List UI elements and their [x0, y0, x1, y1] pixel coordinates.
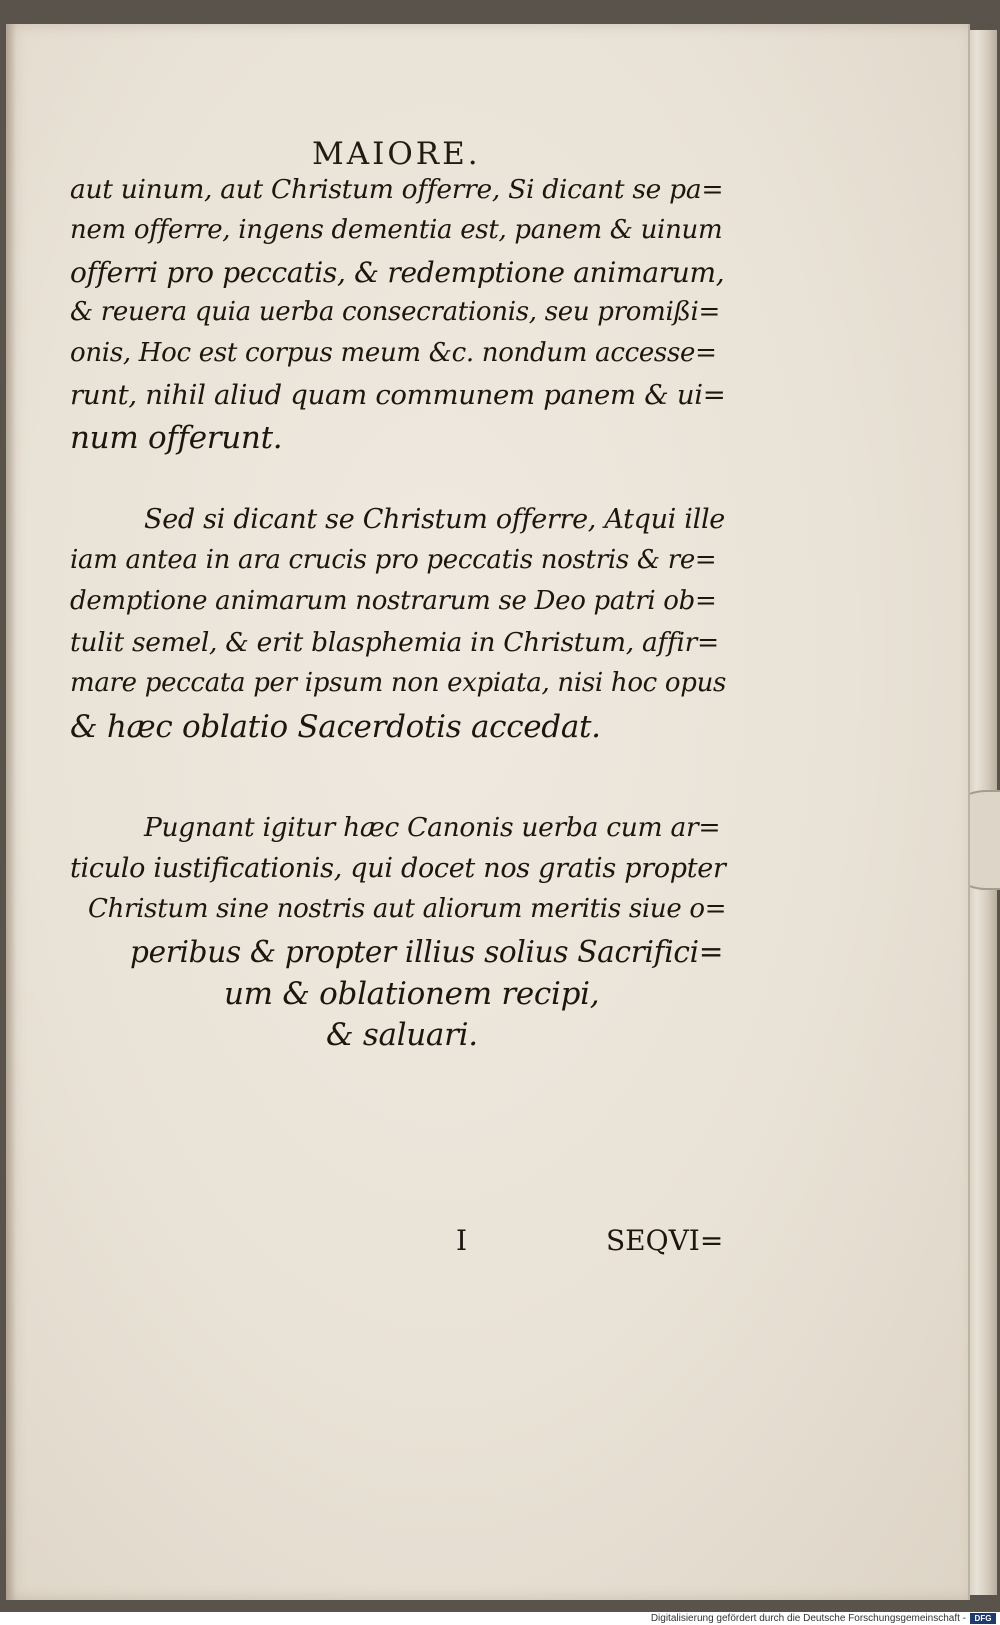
text-line: nem offerre, ingens dementia est, panem & uinum [70, 215, 723, 245]
footer-bar [0, 1612, 1000, 1625]
text-block [6, 24, 968, 1600]
text-line: iam antea in ara crucis pro peccatis nostris & re= [70, 545, 717, 575]
text-line: Sed si dicant se Christum offerre, Atqui ille [144, 504, 725, 535]
text-line: mare peccata per ipsum non expiata, nisi hoc opus [70, 668, 727, 698]
running-head: MAIORE. [312, 136, 481, 172]
text-line: aut uinum, aut Christum offerre, Si dicant se pa= [70, 174, 724, 205]
text-line: ticulo iustificationis, qui docet nos gratis propter [70, 853, 726, 884]
footer-credit: Digitalisierung gefördert durch die Deutsche Forschungsgemeinschaft - [650, 1613, 966, 1624]
text-line: peribus & propter illius solius Sacrifici= [130, 935, 724, 969]
text-line: offerri pro peccatis, & redemptione animarum, [70, 256, 725, 289]
text-line: tulit semel, & erit blasphemia in Christum, affir= [70, 627, 719, 658]
text-line: um & oblationem recipi, [224, 976, 600, 1012]
text-line: & hæc oblatio Sacerdotis accedat. [70, 709, 601, 745]
catchword: SEQVI= [606, 1224, 724, 1257]
text-line: & reuera quia uerba consecrationis, seu promißi= [70, 297, 721, 327]
text-line: Christum sine nostris aut aliorum meritis siue o= [88, 894, 727, 924]
text-line: num offerunt. [70, 420, 283, 456]
book-page [6, 24, 970, 1600]
signature-mark: I [456, 1224, 468, 1257]
text-line: & saluari. [326, 1017, 478, 1053]
text-line: Pugnant igitur hæc Canonis uerba cum ar= [144, 812, 721, 843]
dfg-logo: DFG [970, 1613, 996, 1624]
text-line: demptione animarum nostrarum se Deo patri ob= [70, 586, 717, 616]
text-line: runt, nihil aliud quam communem panem & ui= [70, 379, 726, 411]
text-line: onis, Hoc est corpus meum &c. nondum accesse= [70, 338, 717, 368]
